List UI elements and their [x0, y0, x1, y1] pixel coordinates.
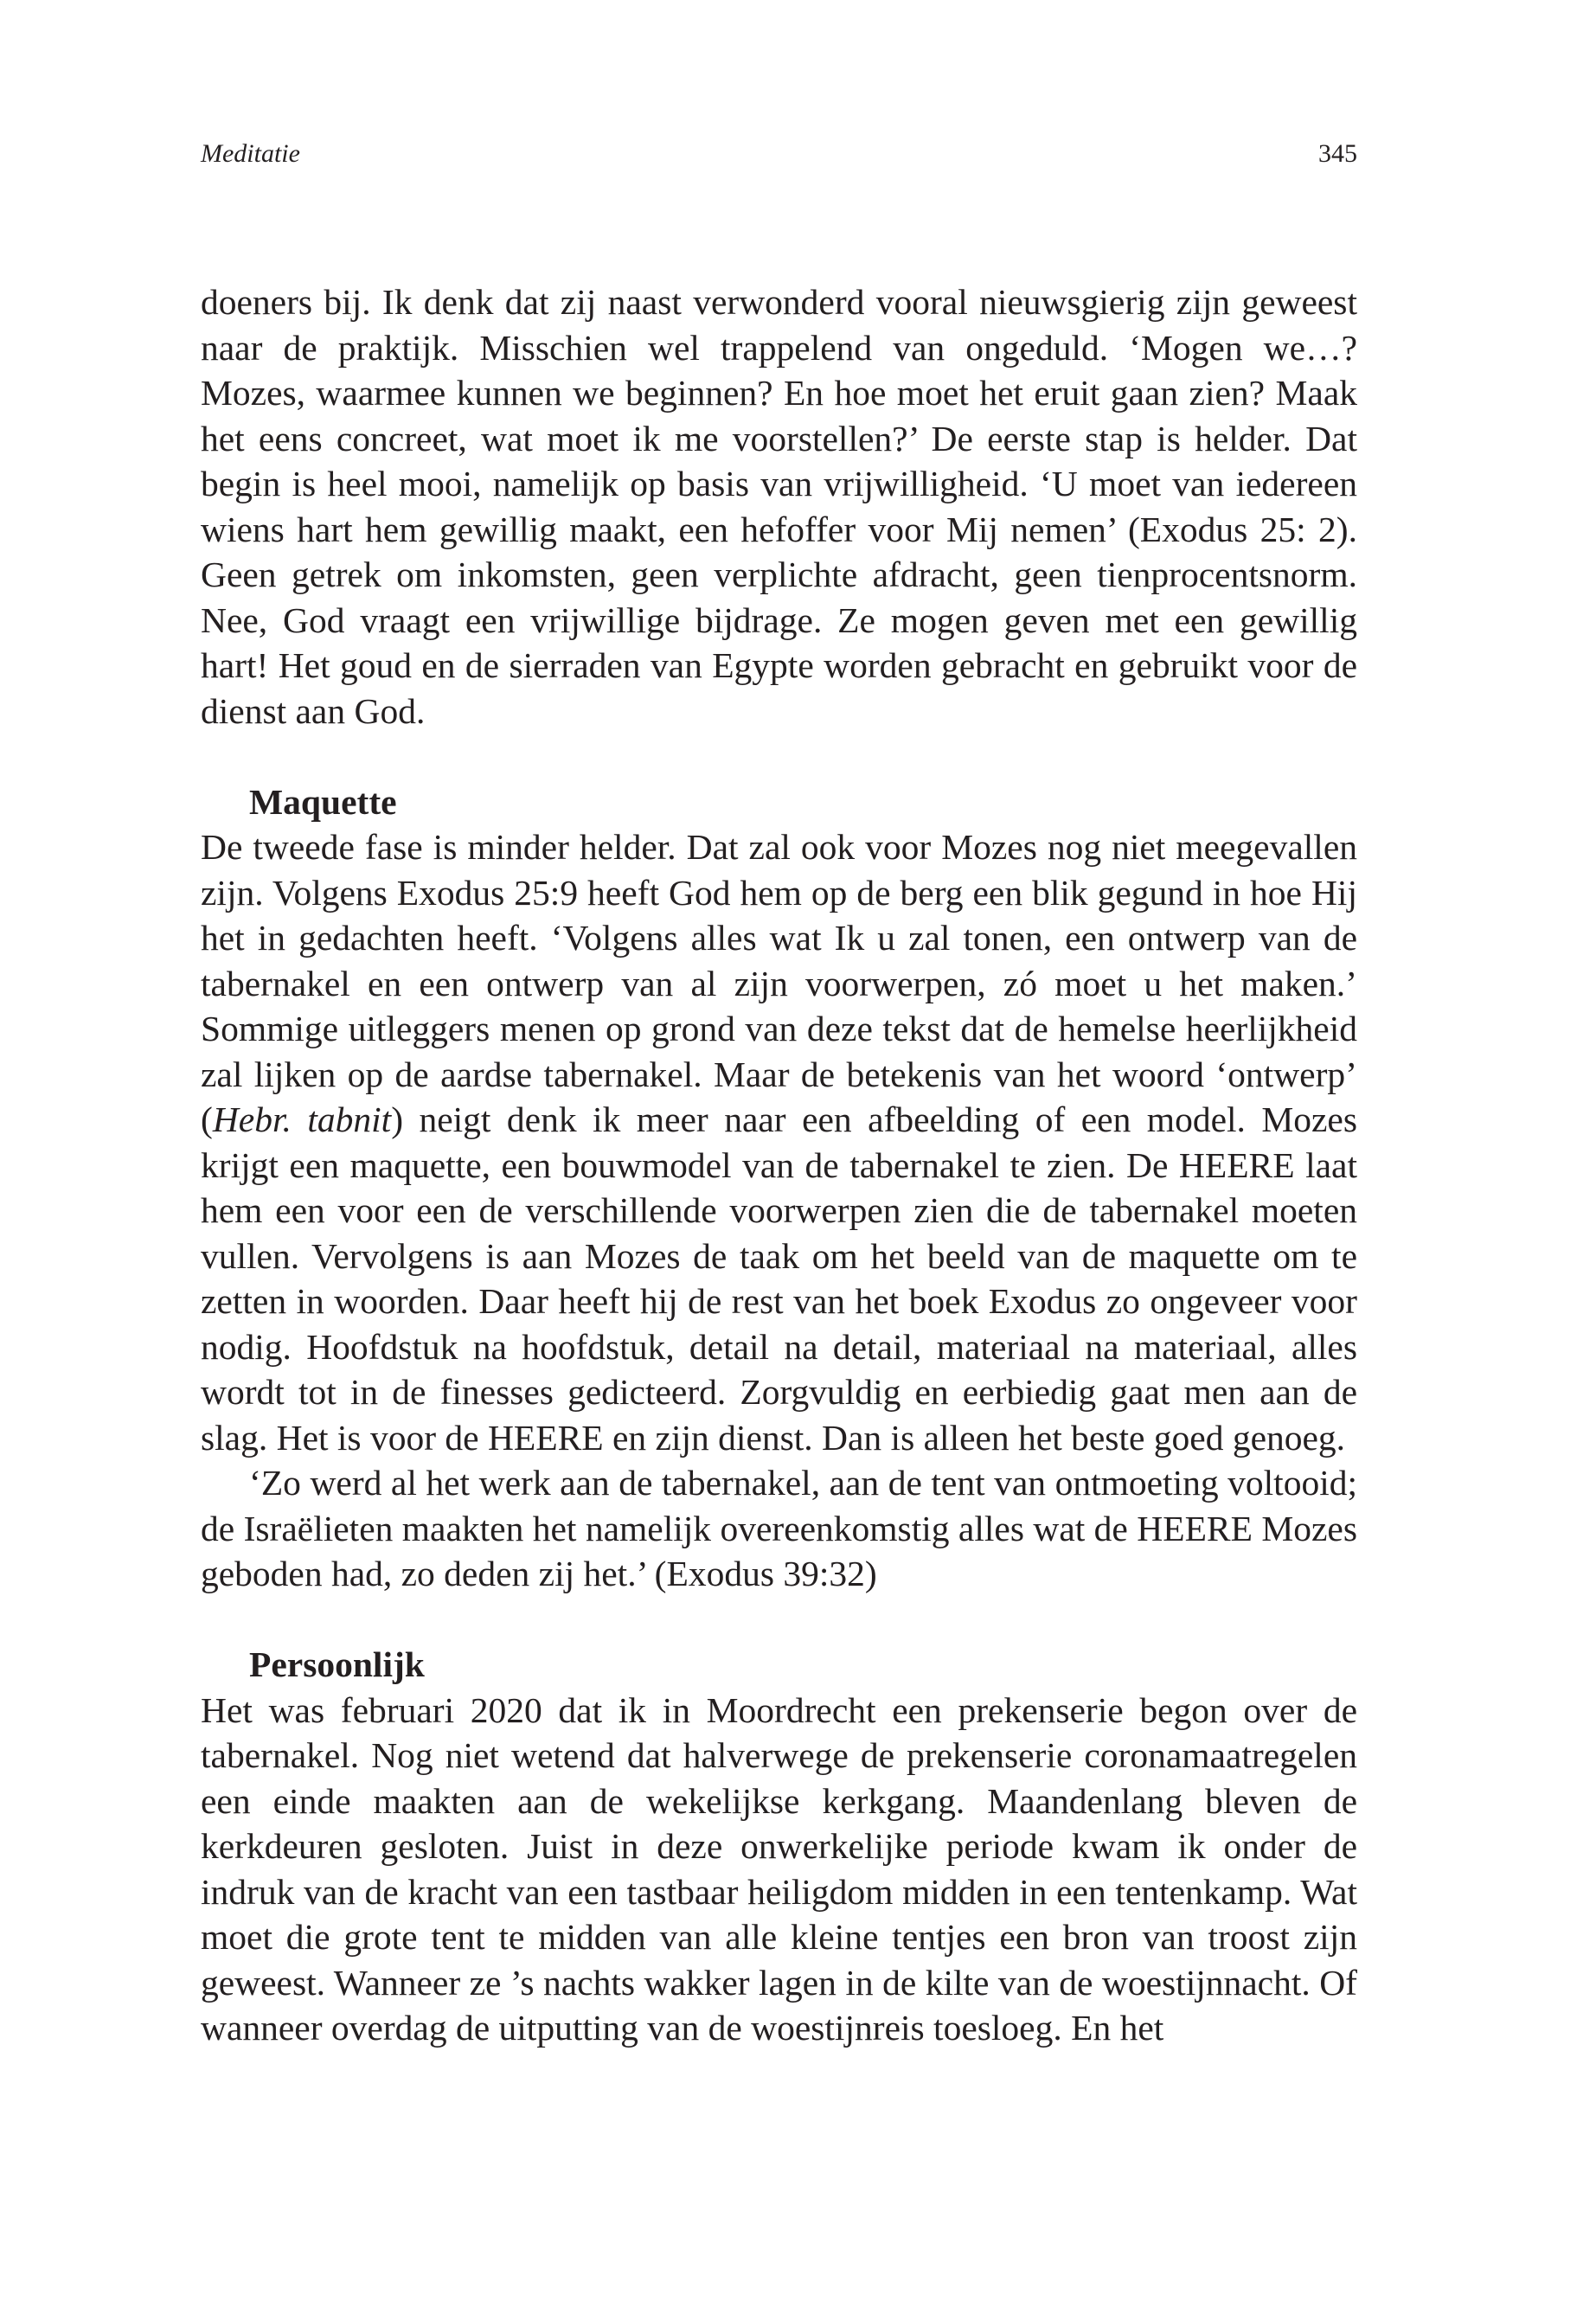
paragraph-maquette-part-2: ) neigt denk ik meer naar een afbeelding of een model. Mozes krijgt een maquette, een bouwmodel van de tabernakel te zien. De HEERE laat hem een voor een de verschillende voorwerpen zien die de tabernakel moeten vullen. Vervolgens is aan Mozes de taak om het beeld van de maquette om te zetten in woorden. Daar heeft hij de rest van het boek Exodus zo ongeveer voor nodig. Hoofdstuk na hoofdstuk, detail na detail, materiaal na materiaal, alles wordt tot in de finesses gedicteerd. Zorgvuldig en eerbiedig gaat men aan de slag. Het is voor de HEERE en zijn dienst. Dan is alleen het beste goed genoeg.	[201, 1099, 1358, 1458]
paragraph-opening: doeners bij. Ik denk dat zij naast verwonderd vooral nieuwsgierig zijn geweest naar de praktijk. Misschien wel trappelend van ongeduld. ‘Mogen we…? Mozes, waarmee kunnen we beginnen? En hoe moet het eruit gaan zien? Maak het eens concreet, wat moet ik me voorstellen?’ De eerste stap is helder. Dat begin is heel mooi, namelijk op basis van vrijwilligheid. ‘U moet van iedereen wiens hart hem gewillig maakt, een hefoffer voor Mij nemen’ (Exodus 25: 2). Geen getrek om inkomsten, geen verplichte afdracht, geen tienprocentsnorm. Nee, God vraagt een vrijwillige bijdrage. Ze mogen geven met een gewillig hart! Het goud en de sierraden van Egypte worden gebracht en gebruikt voor de dienst aan God.	[201, 282, 1357, 731]
section-heading-persoonlijk: Persoonlijk	[249, 1644, 425, 1684]
paragraph-quote: ‘Zo werd al het werk aan de tabernakel, aan de tent van ontmoeting voltooid; de Israëlieten maakten het namelijk overeenkomstig alles wat de HEERE Mozes geboden had, zo deden zij het.’ (Exodus 39:32)	[201, 1463, 1357, 1593]
paragraph-maquette-italic: Hebr. tabnit	[212, 1099, 392, 1139]
running-title: Meditatie	[201, 139, 300, 168]
paragraph-maquette	[201, 824, 1357, 1460]
section-gap	[201, 734, 1357, 779]
body-text	[201, 279, 1357, 2051]
paragraph-maquette-part-1: De tweede fase is minder helder. Dat zal ook voor Mozes nog niet meegevallen zijn. Volgens Exodus 25:9 heeft God hem op de berg een blik gegund in hoe Hij het in gedachten heeft. ‘Volgens alles wat Ik u zal tonen, een ontwerp van de tabernakel en een ontwerp van al zijn voorwerpen, zó moet u het maken.’ Sommige uitleggers menen op grond van deze tekst dat de hemelse heerlijkheid zal lijken op de aardse tabernakel. Maar de betekenis van het woord ‘ontwerp’ (	[201, 827, 1357, 1139]
section-heading-maquette: Maquette	[249, 781, 397, 822]
section-gap	[201, 1597, 1357, 1643]
running-head	[201, 137, 1357, 171]
paragraph-persoonlijk: Het was februari 2020 dat ik in Moordrecht een prekenserie begon over de tabernakel. Nog niet wetend dat halverwege de prekenserie coronamaatregelen een einde maakten aan de wekelijkse kerkgang. Maandenlang bleven de kerkdeuren gesloten. Juist in deze onwerkelijke periode kwam ik onder de indruk van de kracht van een tastbaar heiligdom midden in een tentenkamp. Wat moet die grote tent te midden van alle kleine tentjes een bron van troost zijn geweest. Wanneer ze ’s nachts wakker lagen in de kilte van de woestijnnacht. Of wanneer overdag de uitputting van de woestijnreis toesloeg. En het	[201, 1689, 1357, 2048]
page-number: 345	[1318, 139, 1357, 168]
